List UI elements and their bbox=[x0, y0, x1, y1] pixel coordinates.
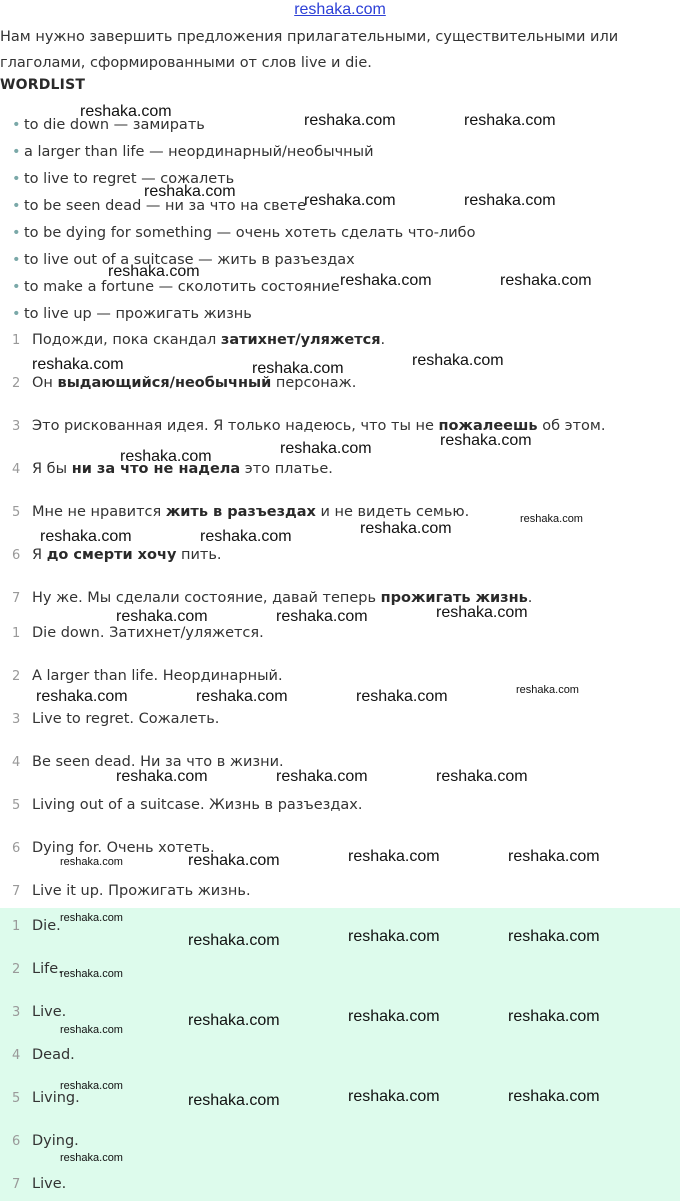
wordlist-item: • to live to regret — сожалеть bbox=[12, 171, 235, 187]
watermark: reshaka.com bbox=[340, 272, 432, 289]
phrase-item: 5 Living out of a suitcase. Жизнь в разъездах. bbox=[12, 797, 363, 813]
sentence-item: 1 Подожди, пока скандал затихнет/уляжется. bbox=[12, 332, 386, 348]
sentence-item: 7 Ну же. Мы сделали состояние, давай теперь прожигать жизнь. bbox=[12, 590, 533, 606]
answer-item: 7 Live. bbox=[12, 1176, 67, 1192]
watermark: reshaka.com bbox=[60, 1024, 123, 1036]
answer-item: 1 Die. bbox=[12, 918, 61, 934]
bullet-icon: • bbox=[12, 144, 21, 160]
watermark: reshaka.com bbox=[304, 112, 396, 129]
watermark: reshaka.com bbox=[436, 768, 528, 785]
bullet-icon: • bbox=[12, 279, 21, 295]
phrase-item: 1 Die down. Затихнет/уляжется. bbox=[12, 625, 264, 641]
bullet-icon: • bbox=[12, 306, 21, 322]
watermark: reshaka.com bbox=[440, 432, 532, 449]
wordlist-item: • to live out of a suitcase — жить в разъездах bbox=[12, 252, 355, 268]
wordlist-item: • to be seen dead — ни за что на свете bbox=[12, 198, 307, 214]
bullet-icon: • bbox=[12, 198, 21, 214]
watermark: reshaka.com bbox=[348, 1088, 440, 1105]
watermark: reshaka.com bbox=[144, 183, 236, 200]
bullet-icon: • bbox=[12, 225, 21, 241]
watermark: reshaka.com bbox=[500, 272, 592, 289]
watermark: reshaka.com bbox=[108, 263, 200, 280]
bullet-icon: • bbox=[12, 252, 21, 268]
sentence-item: 6 Я до смерти хочу пить. bbox=[12, 547, 222, 563]
wordlist-item: • to make a fortune — сколотить состояние bbox=[12, 279, 340, 295]
watermark: reshaka.com bbox=[360, 520, 452, 537]
answer-item: 5 Living. bbox=[12, 1090, 80, 1106]
watermark: reshaka.com bbox=[436, 604, 528, 621]
watermark: reshaka.com bbox=[188, 1092, 280, 1109]
answer-item: 2 Life. bbox=[12, 961, 63, 977]
wordlist-item: • to live up — прожигать жизнь bbox=[12, 306, 252, 322]
bullet-icon: • bbox=[12, 117, 21, 133]
wordlist-item: • to be dying for something — очень хотеть сделать что-либо bbox=[12, 225, 476, 241]
phrase-item: 4 Be seen dead. Ни за что в жизни. bbox=[12, 754, 284, 770]
watermark: reshaka.com bbox=[464, 192, 556, 209]
watermark: reshaka.com bbox=[252, 360, 344, 377]
answer-item: 3 Live. bbox=[12, 1004, 67, 1020]
watermark: reshaka.com bbox=[508, 928, 600, 945]
watermark: reshaka.com bbox=[200, 528, 292, 545]
watermark: reshaka.com bbox=[276, 608, 368, 625]
watermark: reshaka.com bbox=[348, 1008, 440, 1025]
phrase-item: 2 A larger than life. Неординарный. bbox=[12, 668, 283, 684]
answer-item: 4 Dead. bbox=[12, 1047, 75, 1063]
watermark: reshaka.com bbox=[276, 768, 368, 785]
site-link[interactable]: reshaka.com bbox=[294, 1, 386, 18]
phrase-item: 6 Dying for. Очень хотеть. bbox=[12, 840, 215, 856]
watermark: reshaka.com bbox=[508, 848, 600, 865]
watermark: reshaka.com bbox=[508, 1088, 600, 1105]
watermark: reshaka.com bbox=[348, 928, 440, 945]
watermark: reshaka.com bbox=[60, 1152, 123, 1164]
watermark: reshaka.com bbox=[188, 932, 280, 949]
sentence-item: 5 Мне не нравится жить в разъездах и не видеть семью. bbox=[12, 504, 470, 520]
watermark: reshaka.com bbox=[356, 688, 448, 705]
watermark: reshaka.com bbox=[36, 688, 128, 705]
phrase-item: 7 Live it up. Прожигать жизнь. bbox=[12, 883, 251, 899]
watermark: reshaka.com bbox=[188, 852, 280, 869]
bullet-icon: • bbox=[12, 171, 21, 187]
watermark: reshaka.com bbox=[280, 440, 372, 457]
watermark: reshaka.com bbox=[60, 912, 123, 924]
watermark: reshaka.com bbox=[508, 1008, 600, 1025]
answer-item: 6 Dying. bbox=[12, 1133, 79, 1149]
sentence-item: 3 Это рискованная идея. Я только надеюсь, что ты не пожалеешь об этом. bbox=[12, 418, 606, 434]
sentence-item: 2 Он выдающийся/необычный персонаж. bbox=[12, 375, 357, 391]
wordlist-item: • to die down — замирать bbox=[12, 117, 205, 133]
phrase-item: 3 Live to regret. Сожалеть. bbox=[12, 711, 220, 727]
watermark: reshaka.com bbox=[348, 848, 440, 865]
sentence-item: 4 Я бы ни за что не надела это платье. bbox=[12, 461, 333, 477]
watermark: reshaka.com bbox=[188, 1012, 280, 1029]
watermark: reshaka.com bbox=[196, 688, 288, 705]
watermark: reshaka.com bbox=[60, 856, 123, 868]
wordlist-item: • a larger than life — неординарный/необычный bbox=[12, 144, 374, 160]
watermark: reshaka.com bbox=[60, 968, 123, 980]
wordlist-title: WORDLIST bbox=[0, 77, 86, 93]
watermark: reshaka.com bbox=[464, 112, 556, 129]
watermark: reshaka.com bbox=[60, 1080, 123, 1092]
watermark: reshaka.com bbox=[120, 448, 212, 465]
watermark: reshaka.com bbox=[116, 768, 208, 785]
watermark: reshaka.com bbox=[80, 103, 172, 120]
watermark: reshaka.com bbox=[32, 356, 124, 373]
intro-text: Нам нужно завершить предложения прилагательными, существительными или глаголами, сформированными от слов live и die. bbox=[0, 29, 619, 71]
watermark: reshaka.com bbox=[516, 684, 579, 696]
watermark: reshaka.com bbox=[304, 192, 396, 209]
watermark: reshaka.com bbox=[520, 513, 583, 525]
watermark: reshaka.com bbox=[412, 352, 504, 369]
watermark: reshaka.com bbox=[40, 528, 132, 545]
watermark: reshaka.com bbox=[116, 608, 208, 625]
